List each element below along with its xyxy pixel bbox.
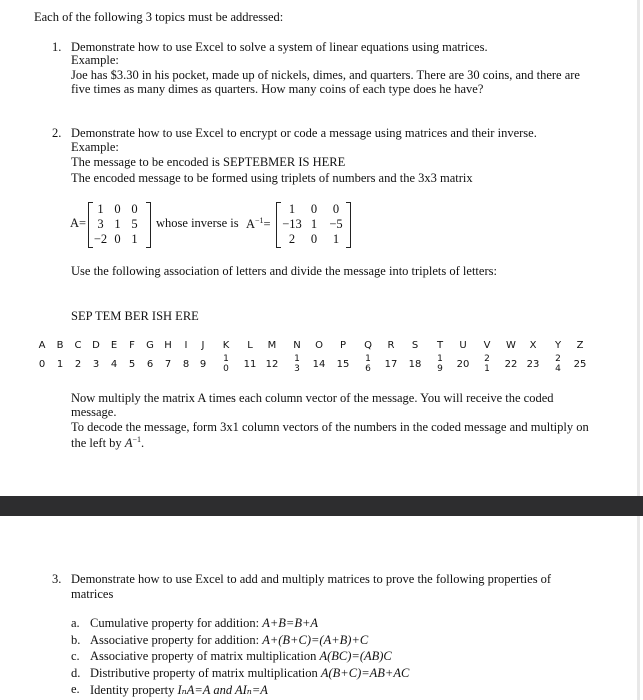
- letter-number: [219, 354, 233, 374]
- intro-text: Each of the following 3 topics must be addressed:: [34, 10, 284, 24]
- alphabet-letter: F: [129, 340, 135, 351]
- matrix-cell: 0: [114, 202, 121, 216]
- property-formula: A(B+C)=AB+AC: [320, 665, 410, 680]
- matrix-cell: 0: [310, 202, 318, 216]
- letter-number-digit: 9: [437, 364, 443, 374]
- alphabet-letter: B: [56, 340, 64, 351]
- letter-number: 12: [265, 359, 279, 370]
- letter-number: 0: [38, 359, 46, 370]
- alphabet-letter: C: [74, 340, 82, 351]
- alphabet-letter: J: [201, 340, 205, 351]
- topic1-number: 1.: [52, 40, 62, 54]
- alphabet-letter: P: [339, 340, 347, 351]
- letter-number: [361, 354, 375, 374]
- inverse-text: whose inverse is: [156, 216, 239, 230]
- letter-number-digit: 1: [294, 354, 300, 364]
- matrix-cell: 1: [114, 217, 121, 231]
- property-item: [90, 633, 368, 648]
- letter-number: 3: [92, 359, 100, 370]
- topic3-title-line1: Demonstrate how to use Excel to add and multiply matrices to prove the following properties of: [71, 572, 552, 586]
- matrix-cell: 0: [332, 202, 340, 216]
- matrix-cell: 1: [332, 232, 340, 246]
- topic2-number: 2.: [52, 126, 62, 140]
- topic2-encode-line: The encoded message to be formed using triplets of numbers and the 3x3 matrix: [71, 171, 473, 185]
- topic2-title: Demonstrate how to use Excel to encrypt or code a message using matrices and their inverse.: [71, 126, 537, 140]
- matrix-a-right-bracket: [146, 202, 151, 248]
- matrix-cell: 0: [114, 232, 121, 246]
- matrix-cell: −13: [282, 217, 302, 231]
- letter-number: 14: [312, 359, 326, 370]
- topic2-example-label: Example:: [71, 140, 119, 154]
- letter-number-digit: 1: [223, 354, 229, 364]
- alphabet-letter: G: [146, 340, 154, 351]
- letter-number: 4: [110, 359, 118, 370]
- letter-number: 11: [243, 359, 257, 370]
- letter-number: 7: [164, 359, 172, 370]
- letter-number-digit: 4: [555, 364, 561, 374]
- page-edge: [637, 0, 640, 700]
- letter-number: 8: [182, 359, 190, 370]
- letter-number-digit: 3: [294, 364, 300, 374]
- letter-number: [480, 354, 494, 374]
- alphabet-letter: K: [222, 340, 230, 351]
- letter-number-digit: 1: [365, 354, 371, 364]
- alphabet-letter: U: [459, 340, 467, 351]
- letter-number: 5: [128, 359, 136, 370]
- matrix-cell: 2: [288, 232, 296, 246]
- matrix-cell: 1: [310, 217, 318, 231]
- multiply-line1: Now multiply the matrix A times each column vector of the message. You will receive the coded: [71, 391, 554, 405]
- matrix-cell: 0: [131, 202, 138, 216]
- topic2-message-line: The message to be encoded is SEPTEBMER IS HERE: [71, 155, 346, 169]
- property-formula: IₙA=A and AIₙ=A: [177, 683, 268, 697]
- decode-line1: To decode the message, form 3x1 column vectors of the numbers in the coded message and multiply on: [71, 420, 589, 434]
- alphabet-letter: V: [483, 340, 491, 351]
- property-letter: a.: [71, 616, 80, 630]
- property-letter: d.: [71, 665, 81, 680]
- topic3-number: 3.: [52, 572, 62, 586]
- alphabet-letter: Z: [576, 340, 584, 351]
- alphabet-letter: T: [436, 340, 444, 351]
- message-triplets: SEP TEM BER ISH ERE: [71, 309, 199, 323]
- alphabet-letter: O: [315, 340, 323, 351]
- topic1-title: Demonstrate how to use Excel to solve a system of linear equations using matrices.: [71, 40, 488, 54]
- property-letter: e.: [71, 682, 80, 696]
- alphabet-letter: L: [247, 340, 253, 351]
- property-formula: A+B=B+A: [262, 616, 319, 630]
- decode-line2: the left by $A^{-1}$.: [71, 435, 145, 451]
- property-item: [90, 649, 392, 664]
- alphabet-letter: D: [92, 340, 100, 351]
- letter-number-digit: 1: [437, 354, 443, 364]
- letter-number-digit: 6: [365, 364, 371, 374]
- letter-number: 17: [384, 359, 398, 370]
- property-item: [90, 666, 409, 681]
- letter-number: 9: [199, 359, 207, 370]
- letter-number: 6: [146, 359, 154, 370]
- matrix-cell: −2: [93, 232, 108, 246]
- topic1-line1: Joe has $3.30 in his pocket, made up of nickels, dimes, and quarters. There are 30 coins, and there are: [71, 68, 580, 82]
- property-letter: c.: [71, 649, 80, 663]
- property-letter: b.: [71, 632, 81, 647]
- letter-number-digit: 0: [223, 364, 229, 374]
- property-item: [90, 616, 318, 631]
- letter-number: 1: [56, 359, 64, 370]
- property-formula: A+(B+C)=(A+B)+C: [262, 632, 369, 647]
- inverse-label: $A^{-1}=$: [246, 216, 271, 232]
- alphabet-letter: S: [411, 340, 419, 351]
- letter-number-digit: 1: [484, 364, 490, 374]
- letter-number: 20: [456, 359, 470, 370]
- topic1-example-label: Example:: [71, 53, 119, 67]
- letter-number: [290, 354, 304, 374]
- matrix-cell: 1: [131, 232, 138, 246]
- letter-number: 25: [573, 359, 587, 370]
- property-label: Identity property: [90, 683, 178, 697]
- alphabet-letter: M: [267, 340, 277, 351]
- property-label: Associative property of matrix multiplication: [90, 649, 320, 663]
- page-separator-band: [0, 496, 643, 516]
- matrix-cell: 3: [97, 217, 104, 231]
- letter-number: [551, 354, 565, 374]
- matrix-cell: 1: [288, 202, 296, 216]
- matrix-cell: 0: [310, 232, 318, 246]
- alphabet-letter: I: [184, 340, 188, 351]
- letter-number: 18: [408, 359, 422, 370]
- matrix-cell: −5: [329, 217, 343, 231]
- letter-number-digit: 2: [484, 354, 490, 364]
- association-line: Use the following association of letters and divide the message into triplets of letters:: [71, 264, 497, 278]
- alphabet-letter: N: [293, 340, 301, 351]
- alphabet-letter: H: [164, 340, 172, 351]
- alphabet-letter: Q: [364, 340, 372, 351]
- topic3-title-line2: matrices: [71, 587, 114, 601]
- alphabet-letter: Y: [554, 340, 562, 351]
- multiply-line2: message.: [71, 405, 117, 419]
- property-formula: A(BC)=(AB)C: [319, 649, 392, 663]
- topic1-line2: five times as many dimes as quarters. How many coins of each type does he have?: [71, 82, 484, 96]
- letter-number: 15: [336, 359, 350, 370]
- alphabet-letter: W: [506, 340, 516, 351]
- property-label: Distributive property of matrix multiplication: [90, 665, 321, 680]
- alphabet-letter: X: [529, 340, 537, 351]
- alphabet-letter: E: [110, 340, 118, 351]
- letter-number: 23: [526, 359, 540, 370]
- property-label: Associative property for addition:: [90, 632, 263, 647]
- property-label: Cumulative property for addition:: [90, 616, 263, 630]
- matrix-a-label: A=: [70, 216, 87, 230]
- letter-number-digit: 2: [555, 354, 561, 364]
- property-item: [90, 682, 268, 698]
- letter-number: [433, 354, 447, 374]
- alphabet-letter: R: [387, 340, 395, 351]
- matrix-cell: 1: [97, 202, 104, 216]
- letter-number: 22: [504, 359, 518, 370]
- alphabet-letter: A: [38, 340, 46, 351]
- matrix-cell: 5: [131, 217, 138, 231]
- letter-number: 2: [74, 359, 82, 370]
